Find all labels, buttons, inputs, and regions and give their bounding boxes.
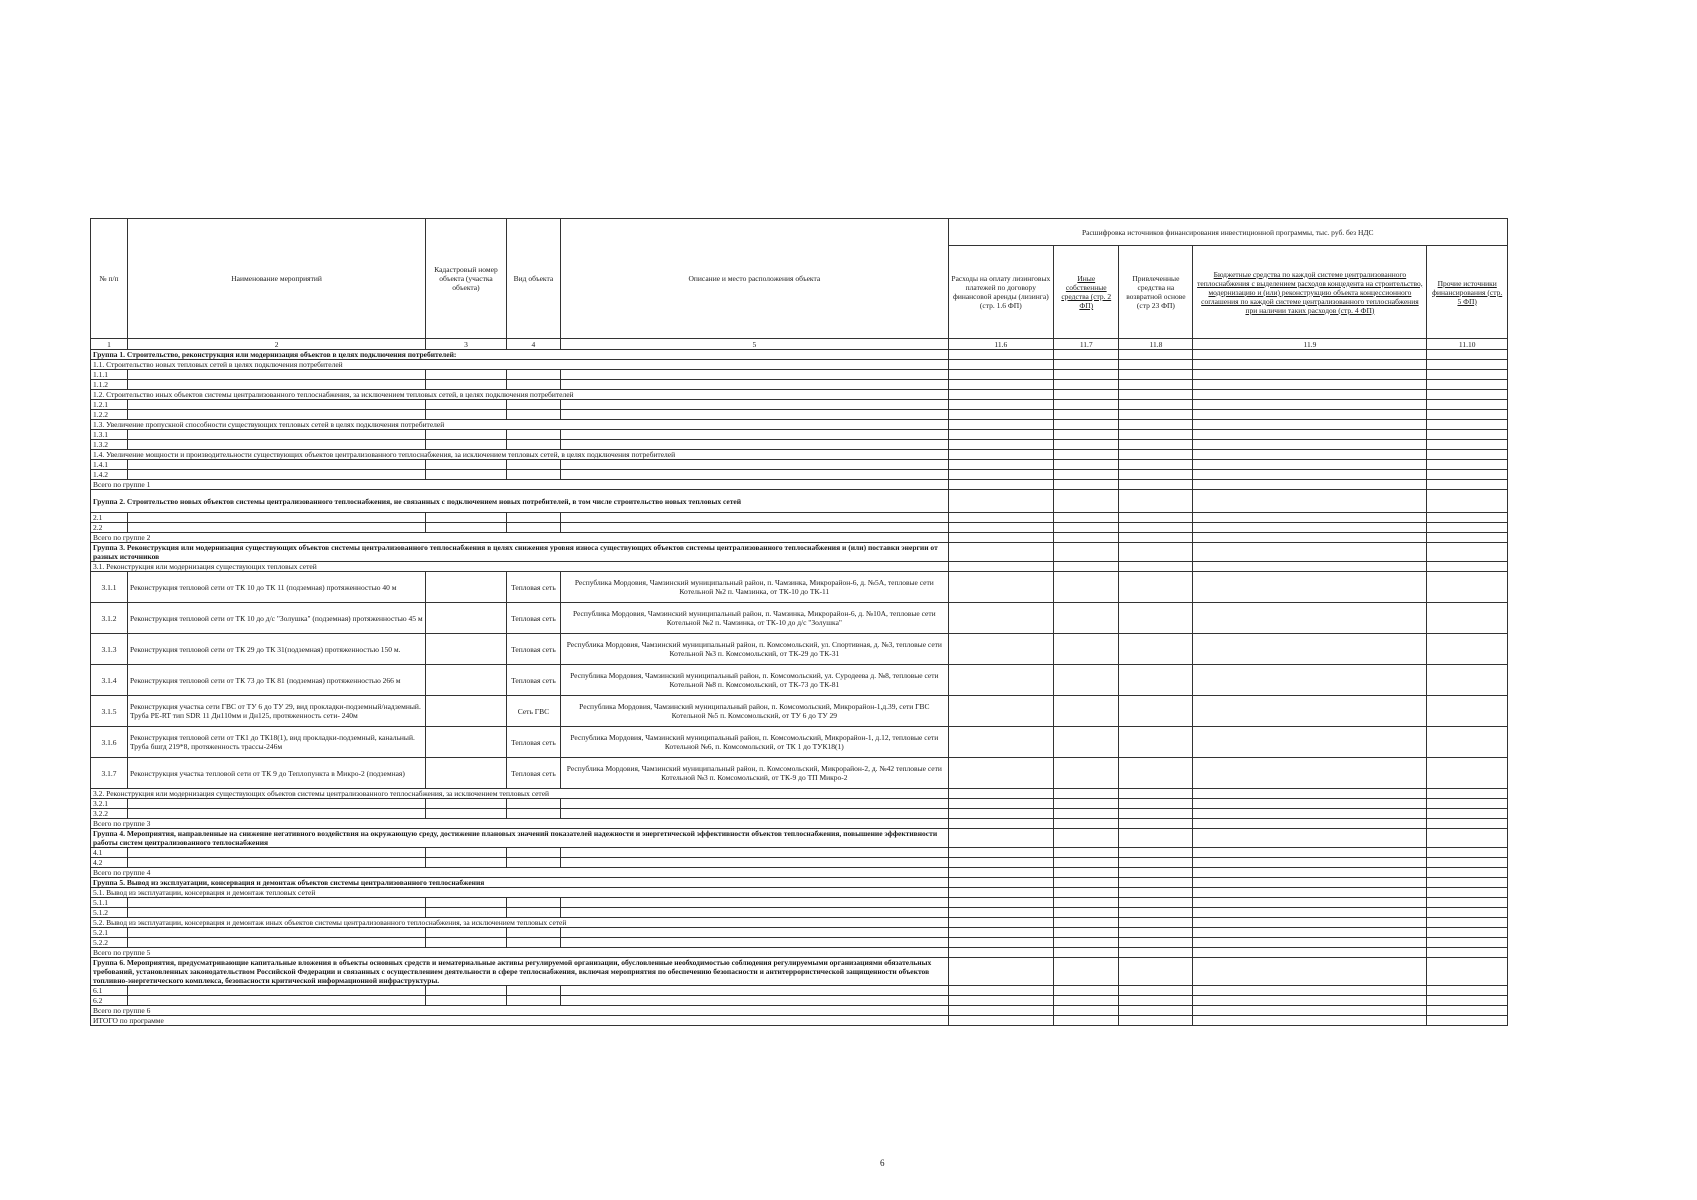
subgroup-row	[91, 450, 1508, 460]
group-row	[91, 543, 1508, 562]
project-name: Реконструкция участка тепловой сети от ТК 9 до Теплопункта в Микро-2 (подземная)	[128, 758, 426, 789]
col-header-name: Наименование мероприятий	[128, 219, 426, 339]
table-row	[91, 410, 1508, 420]
row-number: 4.2	[91, 858, 128, 868]
column-number: 3	[426, 339, 507, 350]
subgroup-label: 1.3. Увеличение пропускной способности существующих тепловых сетей в целях подключения потребителей	[91, 420, 949, 430]
row-number: 3.2.2	[91, 809, 128, 819]
table-row	[91, 996, 1508, 1006]
group-total-label: Всего по группе 1	[91, 480, 949, 490]
group-row	[91, 958, 1508, 986]
subgroup-row	[91, 789, 1508, 799]
project-number: 3.1.1	[91, 572, 128, 603]
group-total-label: Всего по группе 4	[91, 868, 949, 878]
col-header-other	[1427, 246, 1508, 339]
subgroup-row	[91, 390, 1508, 400]
col-header-type: Вид объекта	[506, 219, 560, 339]
project-row	[91, 665, 1508, 696]
investment-program-table-page	[90, 218, 1508, 1026]
subgroup-row	[91, 562, 1508, 572]
row-number: 5.2.1	[91, 928, 128, 938]
project-description: Республика Мордовия, Чамзинский муниципальный район, п. Комсомольский, Микрорайон-1, д.12, тепловые сети Котельной №6, п. Комсомольский, от ТК 1 до ТУК18(1)	[561, 727, 948, 758]
group-label: Группа 1. Строительство, реконструкция или модернизация объектов в целях подключения потребителей:	[91, 350, 949, 360]
column-number: 11.6	[948, 339, 1054, 350]
project-number: 3.1.2	[91, 603, 128, 634]
col-header-budget	[1193, 246, 1427, 339]
column-number-row	[91, 339, 1508, 350]
project-name: Реконструкция тепловой сети от ТК1 до ТК18(1), вид прокладки-подземный, канальный. Труба бшгд 219*8, протяженность трассы-246м	[128, 727, 426, 758]
col-header-borrowed: Привлеченные средства на возвратной основе (стр 23 ФП)	[1119, 246, 1193, 339]
project-description: Республика Мордовия, Чамзинский муниципальный район, п. Комсомольский, Микрорайон-2, д. №42 тепловые сети Котельной №3 п. Комсомольский, от ТК-9 до ТП Микро-2	[561, 758, 948, 789]
project-type: Сеть ГВС	[506, 696, 560, 727]
col-header-budget-text: Бюджетные средства по каждой системе централизованного теплоснабжения с выделением расходов концедента на строительство, модернизацию и (или) реконструкцию объекта концессионного соглашения по каждой системе централизованного теплоснабжения при наличии таких расходов (стр. 4 ФП)	[1197, 269, 1423, 315]
project-number: 3.1.4	[91, 665, 128, 696]
column-number: 11.10	[1427, 339, 1508, 350]
subgroup-label: 5.1. Вывод из эксплуатации, консервация и демонтаж тепловых сетей	[91, 888, 949, 898]
subgroup-row	[91, 888, 1508, 898]
table-row	[91, 809, 1508, 819]
project-row	[91, 634, 1508, 665]
project-number: 3.1.6	[91, 727, 128, 758]
project-row	[91, 603, 1508, 634]
row-number: 4.1	[91, 848, 128, 858]
page-number: 6	[880, 1158, 885, 1168]
row-number: 5.1.1	[91, 898, 128, 908]
subgroup-label: 1.2. Строительство иных объектов системы централизованного теплоснабжения, за исключением тепловых сетей, в целях подключения потребителей	[91, 390, 949, 400]
group-total-label: Всего по группе 5	[91, 948, 949, 958]
table-row	[91, 523, 1508, 533]
project-type: Тепловая сеть	[506, 665, 560, 696]
group-label: Группа 5. Вывод из эксплуатации, консервация и демонтаж объектов системы централизованного теплоснабжения	[91, 878, 949, 888]
row-number: 1.4.1	[91, 460, 128, 470]
subgroup-row	[91, 420, 1508, 430]
table-row	[91, 848, 1508, 858]
project-type: Тепловая сеть	[506, 603, 560, 634]
row-number: 1.1.2	[91, 380, 128, 390]
column-number: 1	[91, 339, 128, 350]
group-label: Группа 4. Мероприятия, направленные на снижение негативного воздействия на окружающую среду, достижение плановых значений показателей надежности и энергетической эффективности объектов теплоснабжения, повышение эффективности работы систем централизованного теплоснабжения	[91, 829, 949, 848]
project-number: 3.1.3	[91, 634, 128, 665]
program-total-row	[91, 1016, 1508, 1026]
table-row	[91, 460, 1508, 470]
group-total-row	[91, 533, 1508, 543]
column-number: 11.9	[1193, 339, 1427, 350]
project-number: 3.1.5	[91, 696, 128, 727]
row-number: 1.4.2	[91, 470, 128, 480]
project-type: Тепловая сеть	[506, 727, 560, 758]
project-name: Реконструкция тепловой сети от ТК 10 до ТК 11 (подземная) протяженностью 40 м	[128, 572, 426, 603]
group-total-label: Всего по группе 3	[91, 819, 949, 829]
group-total-row	[91, 480, 1508, 490]
table-row	[91, 470, 1508, 480]
table-row	[91, 370, 1508, 380]
group-total-row	[91, 819, 1508, 829]
group-total-row	[91, 868, 1508, 878]
group-row	[91, 829, 1508, 848]
project-number: 3.1.7	[91, 758, 128, 789]
row-number: 2.2	[91, 523, 128, 533]
project-type: Тепловая сеть	[506, 758, 560, 789]
project-description: Республика Мордовия, Чамзинский муниципальный район, п. Чамзинка, Микрорайон-6, д. №10А, тепловые сети Котельной №2 п. Чамзинка, от ТК-10 до д/с "Золушка"	[561, 603, 948, 634]
subgroup-label: 3.2. Реконструкция или модернизация существующих объектов системы централизованного теплоснабжения, за исключением тепловых сетей	[91, 789, 949, 799]
table-row	[91, 908, 1508, 918]
subgroup-row	[91, 360, 1508, 370]
table-row	[91, 938, 1508, 948]
group-label: Группа 2. Строительство новых объектов системы централизованного теплоснабжения, не связанных с подключением новых потребителей, в том числе строительство новых тепловых сетей	[91, 490, 949, 513]
subgroup-label: 5.2. Вывод из эксплуатации, консервация и демонтаж иных объектов системы централизованного теплоснабжения, за исключением тепловых сетей	[91, 918, 949, 928]
col-header-other-text: Прочие источники финансирования (стр. 5 ФП)	[1432, 278, 1503, 306]
row-number: 1.2.1	[91, 400, 128, 410]
group-total-row	[91, 1006, 1508, 1016]
project-description: Республика Мордовия, Чамзинский муниципальный район, п. Комсомольский, ул. Спортивная, д. №3, тепловые сети Котельной №3 п. Комсомольский, от ТК-29 до ТК-31	[561, 634, 948, 665]
subgroup-row	[91, 918, 1508, 928]
project-type: Тепловая сеть	[506, 634, 560, 665]
project-name: Реконструкция тепловой сети от ТК 10 до д/с "Золушка" (подземная) протяженностью 45 м	[128, 603, 426, 634]
table-row	[91, 858, 1508, 868]
group-total-label: Всего по группе 6	[91, 1006, 949, 1016]
table-row	[91, 799, 1508, 809]
row-number: 1.3.2	[91, 440, 128, 450]
col-header-number: № п/п	[91, 219, 128, 339]
group-row	[91, 350, 1508, 360]
row-number: 5.1.2	[91, 908, 128, 918]
project-name: Реконструкция участка сети ГВС от ТУ 6 до ТУ 29, вид прокладки-подземный/надземный. Труба PE-RT тип SDR 11 Дн110мм и Дн125, протяженность сети- 240м	[128, 696, 426, 727]
group-row	[91, 878, 1508, 888]
project-name: Реконструкция тепловой сети от ТК 73 до ТК 81 (подземная) протяженностью 266 м	[128, 665, 426, 696]
table-row	[91, 928, 1508, 938]
project-row	[91, 758, 1508, 789]
table-row	[91, 400, 1508, 410]
row-number: 5.2.2	[91, 938, 128, 948]
funding-sources-header: Расшифровка источников финансирования инвестиционной программы, тыс. руб. без НДС	[948, 219, 1507, 246]
row-number: 1.3.1	[91, 430, 128, 440]
col-header-description: Описание и место расположения объекта	[561, 219, 948, 339]
group-total-row	[91, 948, 1508, 958]
group-row	[91, 490, 1508, 513]
group-label: Группа 3. Реконструкция или модернизация существующих объектов системы централизованного теплоснабжения в целях снижения уровня износа существующих объектов системы централизованного теплоснабжения и (или) поставки энергии от разных источников	[91, 543, 949, 562]
row-number: 1.1.1	[91, 370, 128, 380]
table-row	[91, 430, 1508, 440]
subgroup-label: 1.4. Увеличение мощности и производительности существующих объектов централизованного теплоснабжения, за исключением тепловых сетей, в целях подключения потребителей	[91, 450, 949, 460]
subgroup-label: 1.1. Строительство новых тепловых сетей в целях подключения потребителей	[91, 360, 949, 370]
subgroup-label: 3.1. Реконструкция или модернизация существующих тепловых сетей	[91, 562, 949, 572]
column-number: 11.7	[1054, 339, 1119, 350]
table-row	[91, 380, 1508, 390]
project-description: Республика Мордовия, Чамзинский муниципальный район, п. Чамзинка, Микрорайон-6, д. №5А, тепловые сети Котельной №2 п. Чамзинка, от ТК-10 до ТК-11	[561, 572, 948, 603]
project-description: Республика Мордовия, Чамзинский муниципальный район, п. Комсомольский, ул. Суродеева д. №8, тепловые сети Котельной №8 п. Комсомольский, от ТК-73 до ТК-81	[561, 665, 948, 696]
group-label: Группа 6. Мероприятия, предусматривающие капитальные вложения в объекты основных средств и нематериальные активы регулируемой организации, обусловленные необходимостью соблюдения регулируемыми организациями обязательных требований, установленных законодательством Российской Федерации и связанных с осуществлением деятельности в сфере теплоснабжения, включая мероприятия по обеспечению безопасности и антитеррористической защищенности объектов топливно-энергетического комплекса, безопасности критической информационной инфраструктуры.	[91, 958, 949, 986]
table-row	[91, 986, 1508, 996]
col-header-leasing: Расходы на оплату лизинговых платежей по договору финансовой аренды (лизинга) (стр. 1.6 ФП)	[948, 246, 1054, 339]
project-row	[91, 727, 1508, 758]
column-number: 11.8	[1119, 339, 1193, 350]
row-number: 2.1	[91, 513, 128, 523]
table-row	[91, 440, 1508, 450]
group-total-label: Всего по группе 2	[91, 533, 949, 543]
col-header-cadastral: Кадастровый номер объекта (участка объекта)	[426, 219, 507, 339]
investment-program-table	[90, 218, 1508, 1026]
col-header-own-funds	[1054, 246, 1119, 339]
col-header-own-funds-text: Иные собственные средства (стр. 2 ФП)	[1061, 274, 1112, 310]
project-row	[91, 696, 1508, 727]
project-row	[91, 572, 1508, 603]
project-name: Реконструкция тепловой сети от ТК 29 до ТК 31(подземная) протяженностью 150 м.	[128, 634, 426, 665]
column-number: 2	[128, 339, 426, 350]
column-number: 5	[561, 339, 948, 350]
program-total-label: ИТОГО по программе	[91, 1016, 949, 1026]
project-description: Республика Мордовия, Чамзинский муниципальный район, п. Комсомольский, Микрорайон-1,д.39, сети ГВС Котельной №5 п. Комсомольский, от ТУ 6 до ТУ 29	[561, 696, 948, 727]
column-number: 4	[506, 339, 560, 350]
table-row	[91, 513, 1508, 523]
project-type: Тепловая сеть	[506, 572, 560, 603]
row-number: 6.1	[91, 986, 128, 996]
row-number: 6.2	[91, 996, 128, 1006]
row-number: 3.2.1	[91, 799, 128, 809]
row-number: 1.2.2	[91, 410, 128, 420]
table-row	[91, 898, 1508, 908]
